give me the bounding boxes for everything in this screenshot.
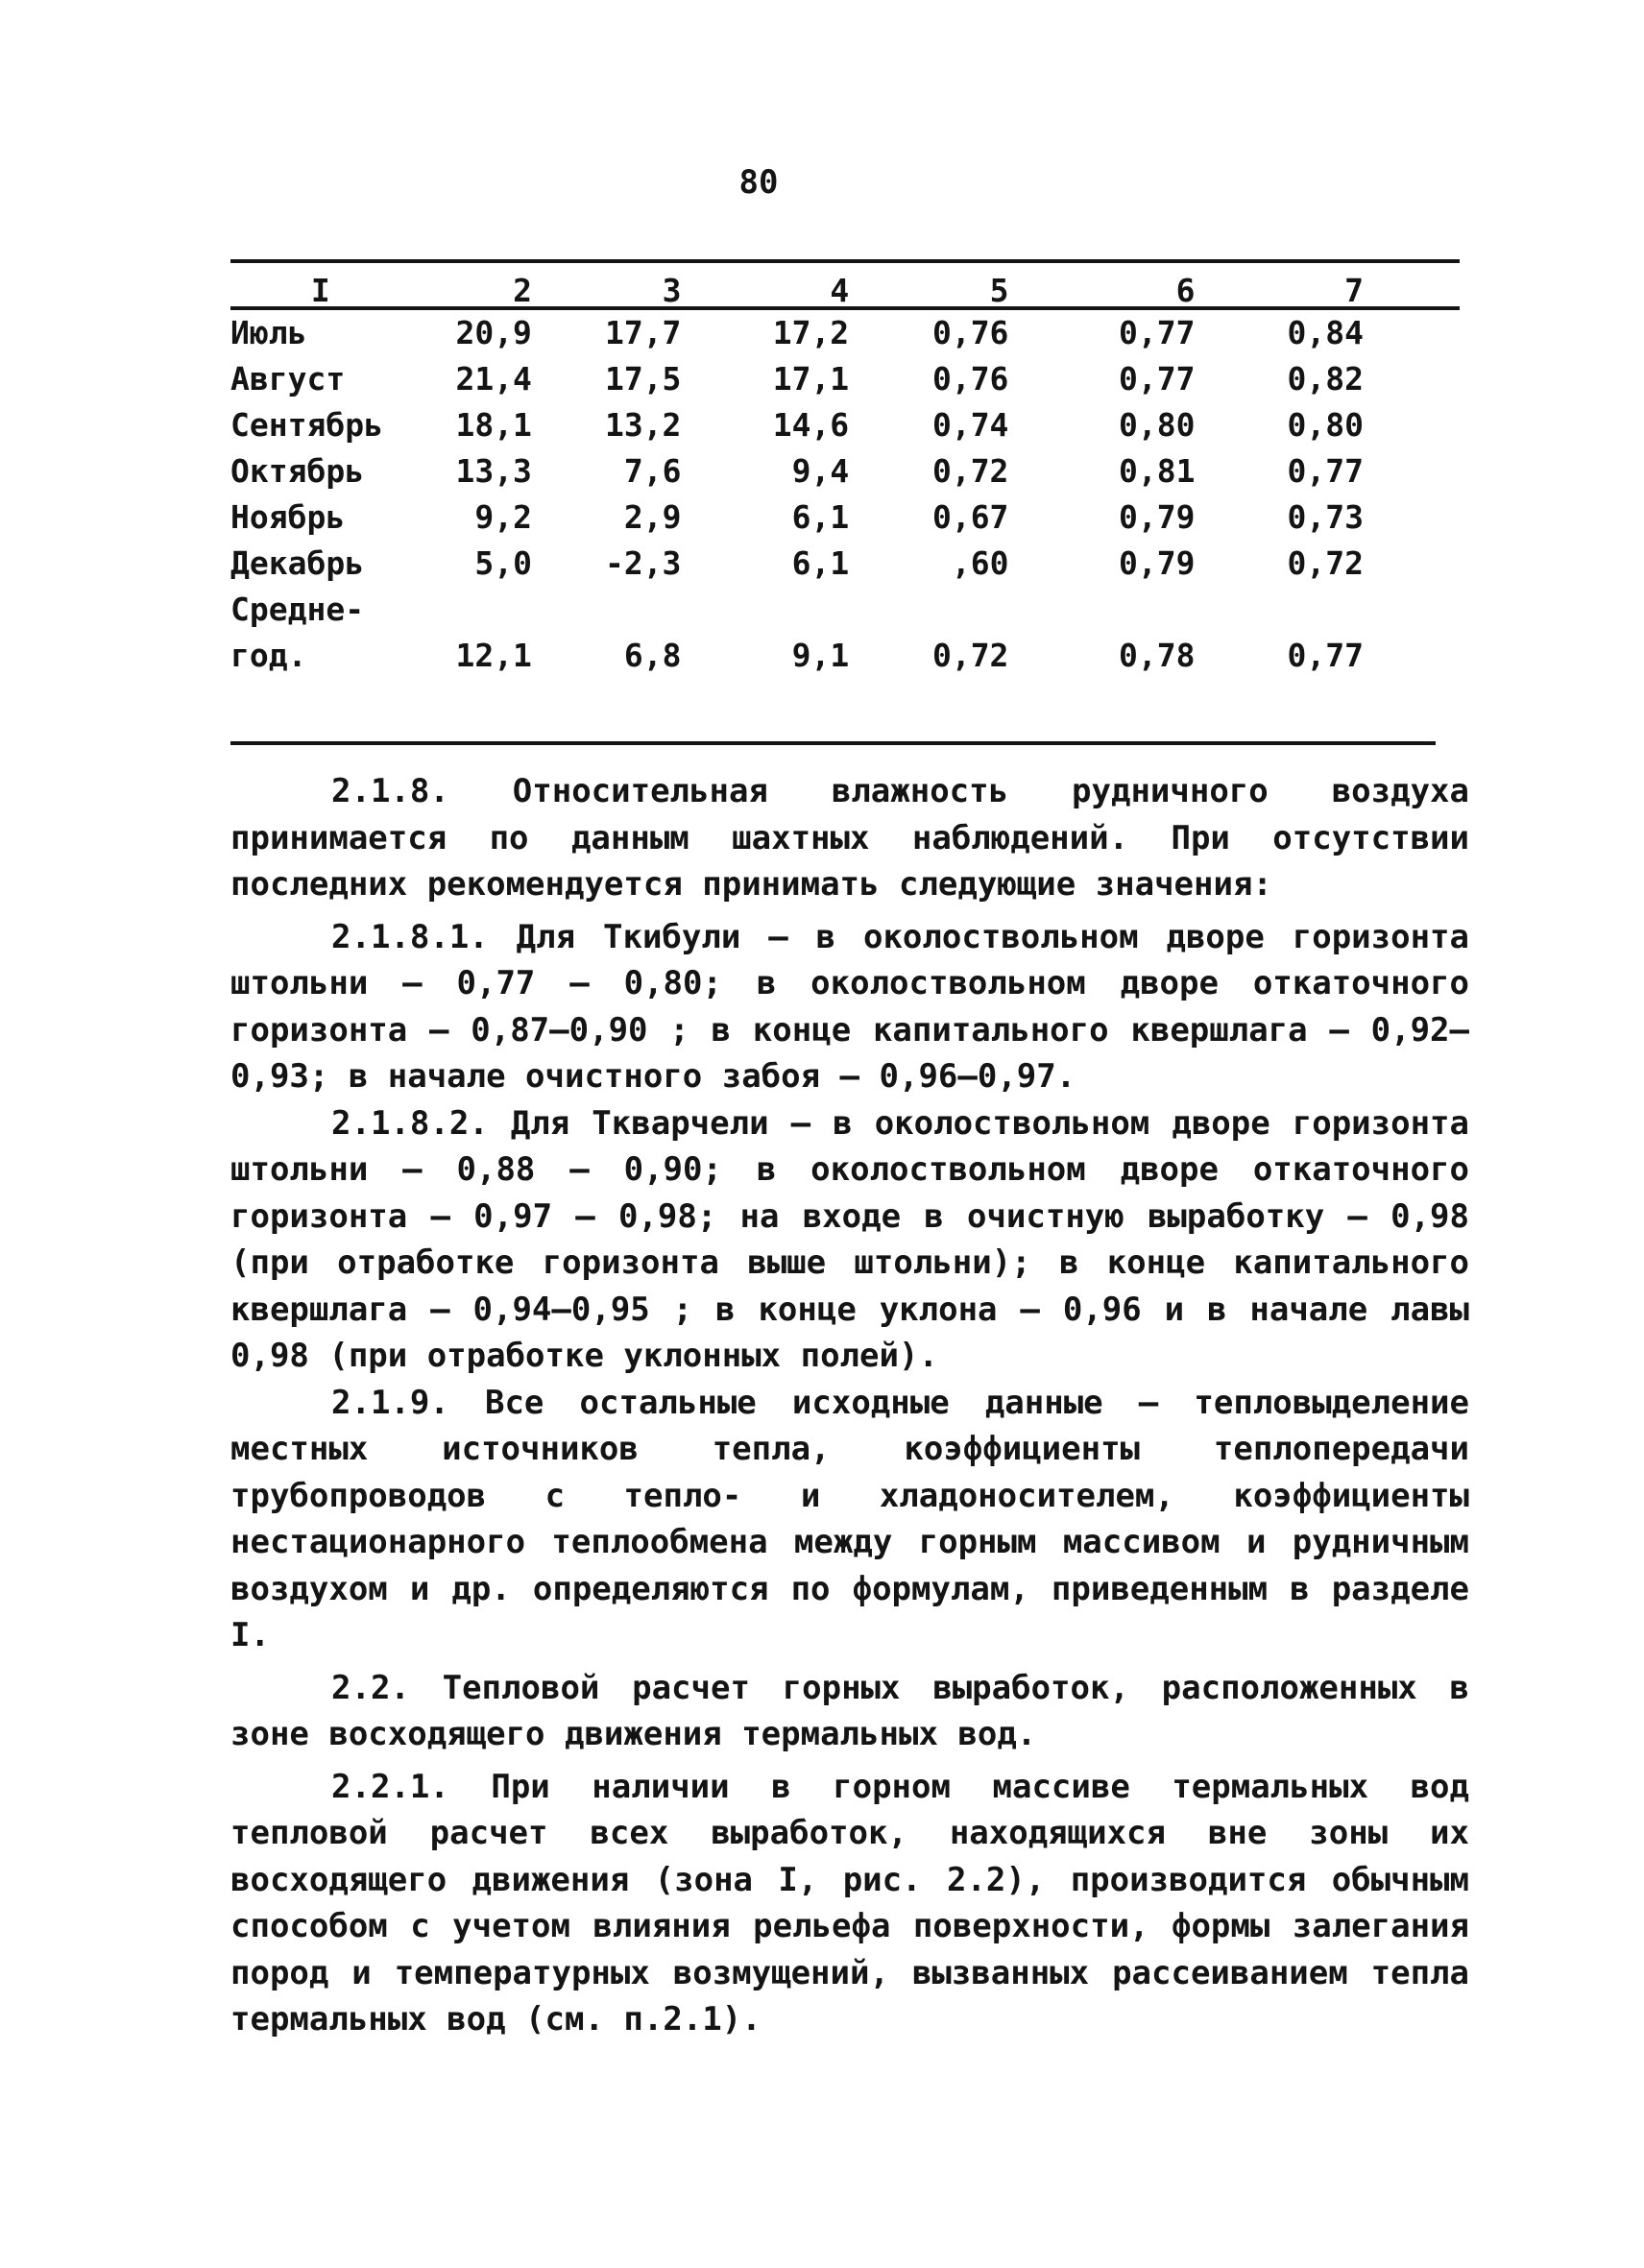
- table-cell: -2,3: [604, 543, 682, 582]
- paragraph-2-1-8-1: 2.1.8.1. Для Ткибули – в околоствольном дворе горизонта штольни – 0,77 – 0,80; в околоствольном дворе откаточного горизонта – 0,87–0,90 ; в конце капитального квершлага – 0,92–0,93; в начале очистного забоя – 0,96–0,97.: [230, 917, 1469, 1096]
- table-cell: 0,77: [1118, 359, 1196, 398]
- table-row: [230, 355, 1383, 401]
- col-header-4: 4: [830, 271, 850, 309]
- table-cell: 6,1: [791, 543, 850, 582]
- table-cell: Декабрь: [230, 543, 365, 582]
- body-text: [230, 768, 1469, 2049]
- table-cell: 17,2: [772, 313, 850, 351]
- paragraph-2-1-8: 2.1.8. Относительная влажность рудничного воздуха принимается по данным шахтных наблюдений. При отсутствии последних рекомендуется принимать следующие значения:: [230, 772, 1469, 904]
- table-header-row: [230, 271, 1383, 309]
- table-row: [230, 401, 1383, 447]
- table-row: [230, 494, 1383, 540]
- table-cell: 6,1: [791, 497, 850, 536]
- table-cell: Ноябрь: [230, 497, 346, 536]
- table-cell: 0,78: [1118, 636, 1196, 674]
- col-header-6: 6: [1175, 271, 1196, 309]
- table-row: [230, 632, 1383, 678]
- col-header-1: I: [310, 271, 330, 309]
- table-cell: 0,84: [1287, 313, 1364, 351]
- table-cell: [1233, 586, 1383, 632]
- table-cell: Сентябрь: [230, 405, 383, 444]
- table-cell: 9,2: [474, 497, 532, 536]
- table-cell: 13,3: [455, 451, 532, 490]
- table-cell: 2,9: [623, 497, 682, 536]
- table-cell: Август: [230, 359, 346, 398]
- table-cell: 0,79: [1118, 497, 1196, 536]
- table-cell: 0,74: [931, 405, 1009, 444]
- col-header-3: 3: [662, 271, 682, 309]
- table-cell: 7,6: [623, 451, 682, 490]
- table-cell: [411, 586, 551, 632]
- table-cell: Июль: [230, 313, 307, 351]
- table-cell: 0,77: [1287, 451, 1364, 490]
- table-cell: 21,4: [455, 359, 532, 398]
- section-heading-2-2: 2.2. Тепловой расчет горных выработок, расположенных в зоне восходящего движения термальных вод.: [230, 1668, 1469, 1753]
- col-header-2: 2: [513, 271, 532, 309]
- paragraph-2-1-9: 2.1.9. Все остальные исходные данные – тепловыделение местных источников тепла, коэффициенты теплопередачи трубопроводов с тепло- и хладоносителем, коэффициенты нестационарного теплообмена между горным массивом и рудничным воздухом и др. определяются по формулам, приведенным в разделе I.: [230, 1383, 1469, 1654]
- table-cell: 20,9: [455, 313, 532, 351]
- table-cell: 0,67: [931, 497, 1009, 536]
- table-cell: [887, 586, 1047, 632]
- table-cell: 17,1: [772, 359, 850, 398]
- table-cell: 5,0: [474, 543, 532, 582]
- table-cell: 0,72: [1287, 543, 1364, 582]
- table-cell: 0,72: [931, 451, 1009, 490]
- climate-table: [230, 271, 1383, 678]
- paragraph-2-2-1: 2.2.1. При наличии в горном массиве термальных вод тепловой расчет всех выработок, находящихся вне зоны их восходящего движения (зона I, рис. 2.2), производится обычным способом с учетом влияния рельефа поверхности, формы залегания пород и температурных возмущений, вызванных рассеиванием тепла термальных вод (см. п.2.1).: [230, 1767, 1469, 2039]
- table-cell: 0,77: [1287, 636, 1364, 674]
- table-cell: 12,1: [455, 636, 532, 674]
- table-cell: 14,6: [772, 405, 850, 444]
- table-cell: 0,81: [1118, 451, 1196, 490]
- table-cell: 18,1: [455, 405, 532, 444]
- table-cell: Средне-: [230, 590, 365, 628]
- table-row: [230, 540, 1383, 586]
- table-cell: 0,73: [1287, 497, 1364, 536]
- table-cell: 17,7: [604, 313, 682, 351]
- table-cell: 0,80: [1118, 405, 1196, 444]
- table-bottom-rule: [230, 741, 1436, 745]
- table-cell: Октябрь: [230, 451, 365, 490]
- table-cell: 9,1: [791, 636, 850, 674]
- col-header-7: 7: [1344, 271, 1364, 309]
- table-row: [230, 586, 1383, 632]
- table-cell: 0,82: [1287, 359, 1364, 398]
- table-cell: 0,80: [1287, 405, 1364, 444]
- table-cell: 0,77: [1118, 313, 1196, 351]
- table-cell: 6,8: [623, 636, 682, 674]
- table-cell: 0,76: [931, 313, 1009, 351]
- table-cell: 0,72: [931, 636, 1009, 674]
- table-row: [230, 309, 1383, 355]
- table-cell: 13,2: [604, 405, 682, 444]
- table-row: [230, 447, 1383, 494]
- table-cell: 0,76: [931, 359, 1009, 398]
- table-cell: 17,5: [604, 359, 682, 398]
- table-cell: год.: [230, 636, 307, 674]
- paragraph-2-1-8-2: 2.1.8.2. Для Ткварчели – в околоствольном дворе горизонта штольни – 0,88 – 0,90; в околоствольном дворе откаточного горизонта – 0,97 – 0,98; на входе в очистную выработку – 0,98 (при отработке горизонта выше штольни); в конце капитального квершлага – 0,94–0,95 ; в конце уклона – 0,96 и в начале лавы 0,98 (при отработке уклонных полей).: [230, 1103, 1469, 1375]
- table-cell: 9,4: [791, 451, 850, 490]
- table-top-rule: [230, 259, 1460, 263]
- table-cell: ,60: [951, 543, 1009, 582]
- table-cell: [1047, 586, 1233, 632]
- col-header-5: 5: [989, 271, 1009, 309]
- page-number: 80: [738, 163, 779, 202]
- table-cell: 0,79: [1118, 543, 1196, 582]
- table-cell: [551, 586, 711, 632]
- table-cell: [710, 586, 887, 632]
